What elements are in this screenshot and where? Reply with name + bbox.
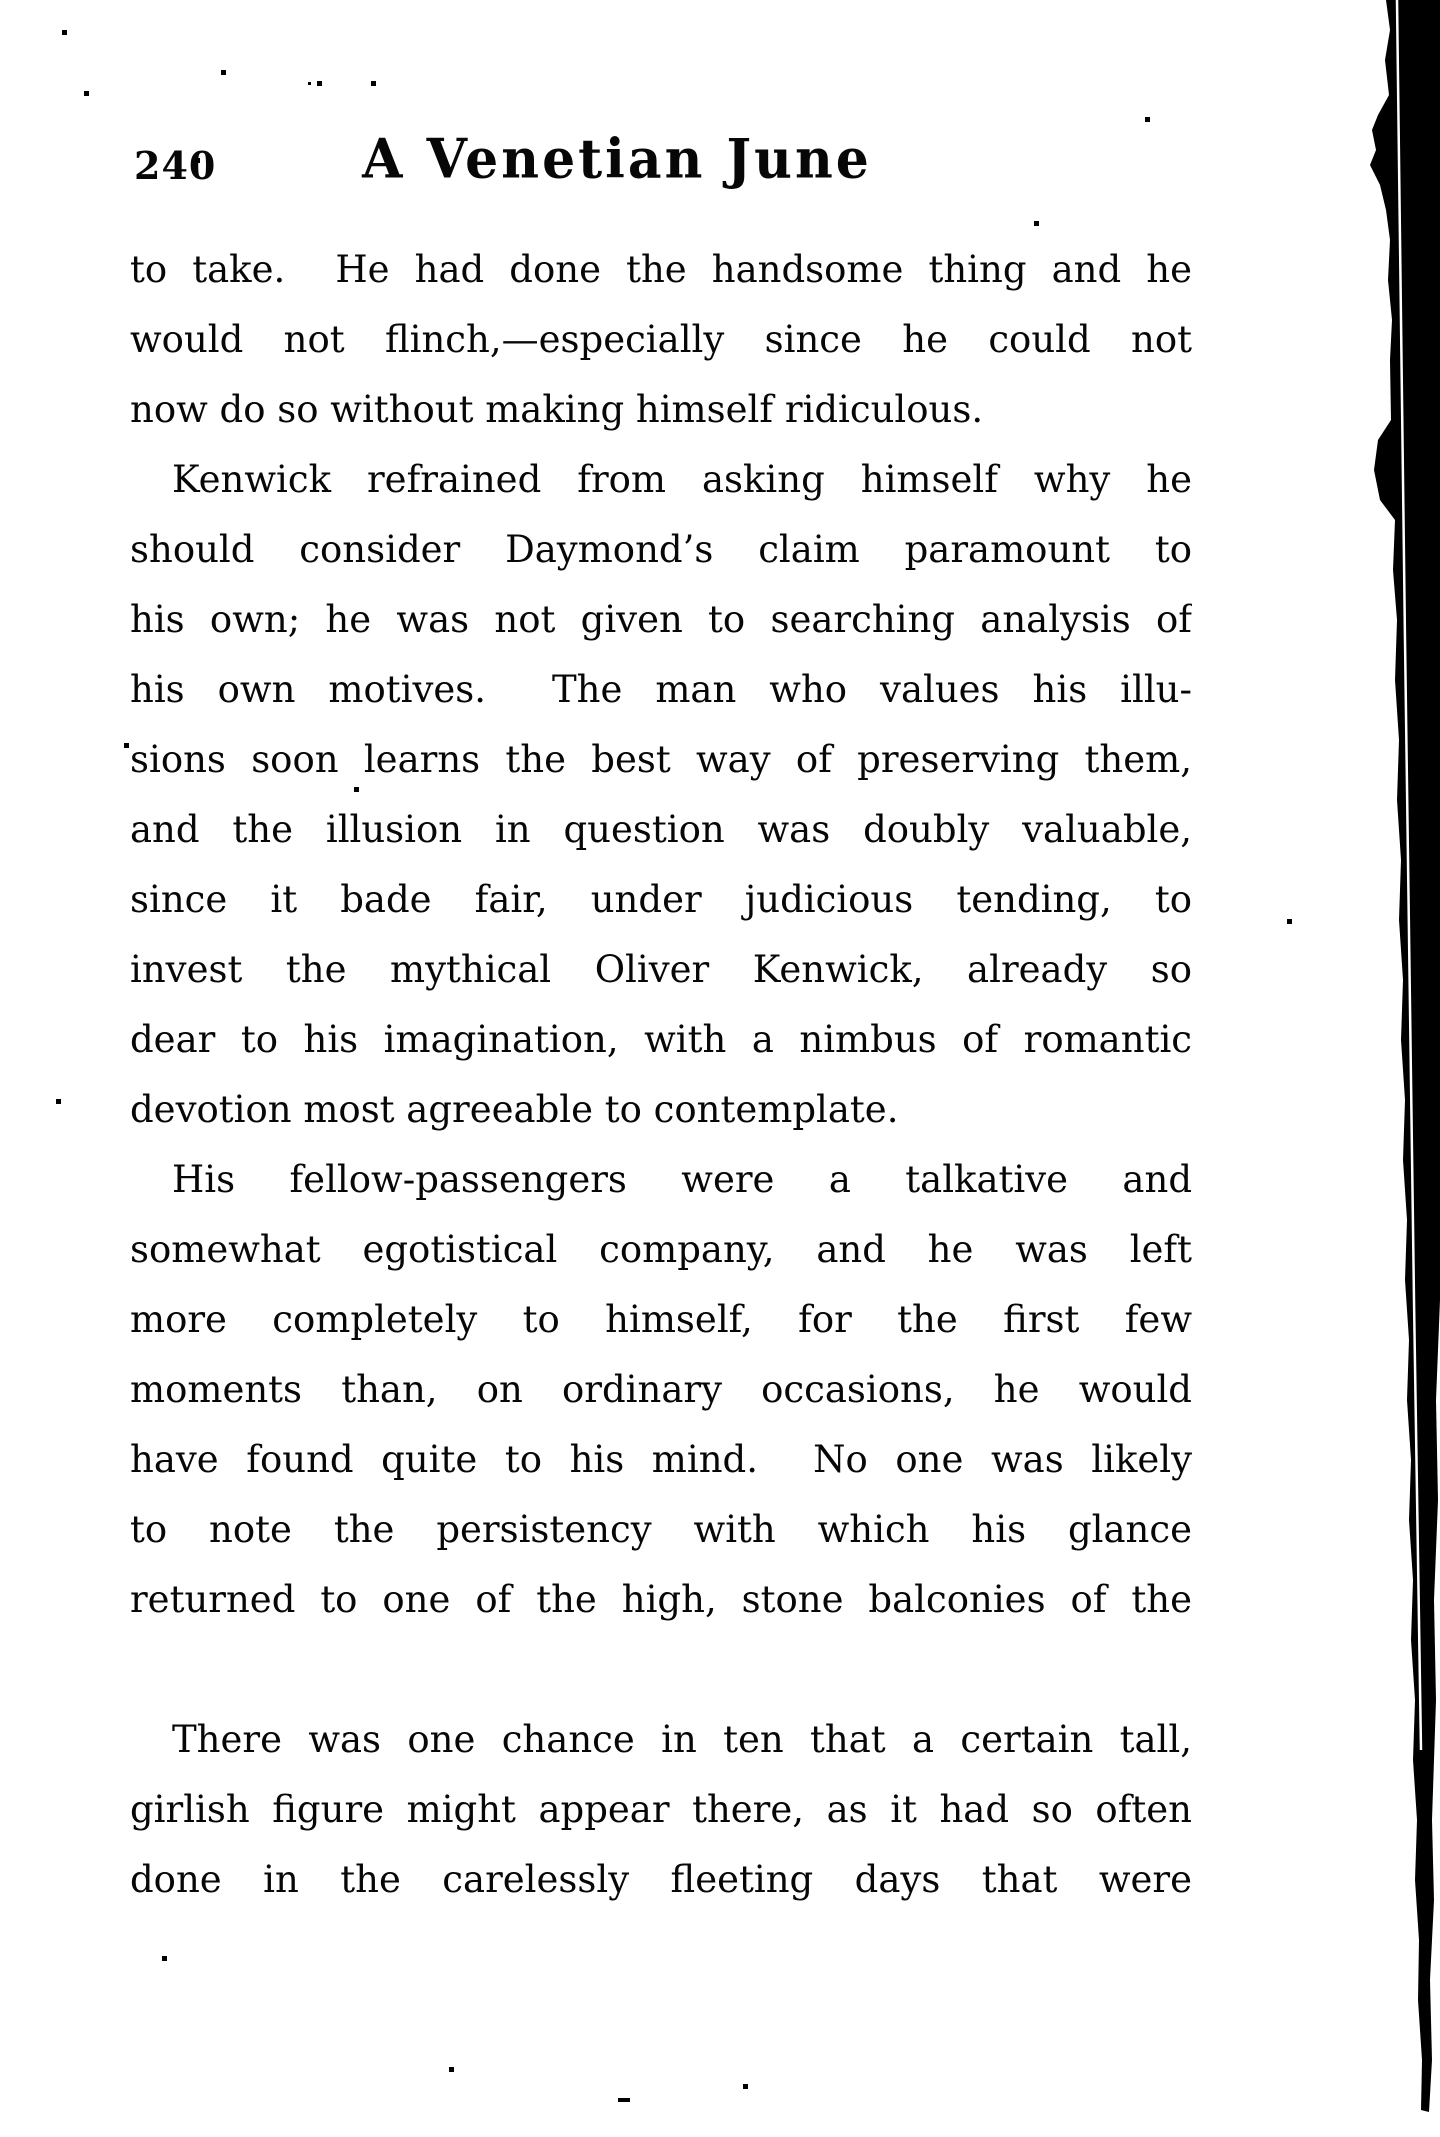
text-line: have found quite to his mind. No one was likely: [130, 1438, 1192, 1481]
paragraph: [130, 1145, 1192, 1705]
text-line: since it bade fair, under judicious tending, to: [130, 878, 1192, 921]
paragraph: [130, 445, 1192, 1145]
paragraph: [130, 1705, 1192, 1915]
text-line: now do so without making himself ridiculous.: [130, 388, 984, 431]
text-line: his own; he was not given to searching analysis of: [130, 598, 1192, 641]
body-text: [130, 235, 1192, 1915]
text-line: moments than, on ordinary occasions, he would: [130, 1368, 1192, 1411]
text-line: [130, 1635, 1192, 1705]
text-line: and the illusion in question was doubly valuable,: [130, 808, 1192, 851]
running-head: [130, 127, 1192, 192]
text-line: His fellow-passengers were a talkative and: [172, 1158, 1192, 1201]
text-line: should consider Daymond’s claim paramount to: [130, 528, 1192, 571]
text-line: to take. He had done the handsome thing and he: [130, 248, 1192, 291]
text-line: somewhat egotistical company, and he was left: [130, 1228, 1192, 1271]
text-line: dear to his imagination, with a nimbus of romantic: [130, 1018, 1192, 1061]
text-line: sions soon learns the best way of preserving them,: [130, 738, 1192, 781]
text-line: his own motives. The man who values his illu-: [130, 668, 1192, 711]
scan-noise-dash: [618, 2098, 630, 2102]
text-line: There was one chance in ten that a certain tall,: [172, 1718, 1192, 1761]
page-title: A Venetian June: [362, 127, 872, 192]
text-line: would not flinch,—especially since he could not: [130, 318, 1192, 361]
text-line: devotion most agreeable to contemplate.: [130, 1088, 899, 1131]
text-line: more completely to himself, for the first few: [130, 1298, 1192, 1341]
page-number: 240: [134, 143, 217, 188]
text-line: invest the mythical Oliver Kenwick, already so: [130, 948, 1192, 991]
text-line: done in the carelessly fleeting days that were: [130, 1858, 1192, 1901]
text-line: to note the persistency with which his glance: [130, 1508, 1192, 1551]
text-line: girlish figure might appear there, as it had so often: [130, 1788, 1192, 1831]
text-line: returned to one of the high, stone balconies of the: [130, 1578, 1192, 1621]
paragraph: [130, 235, 1192, 445]
scan-noise-specks: [0, 0, 3, 3]
text-line: Kenwick refrained from asking himself why he: [172, 458, 1192, 501]
